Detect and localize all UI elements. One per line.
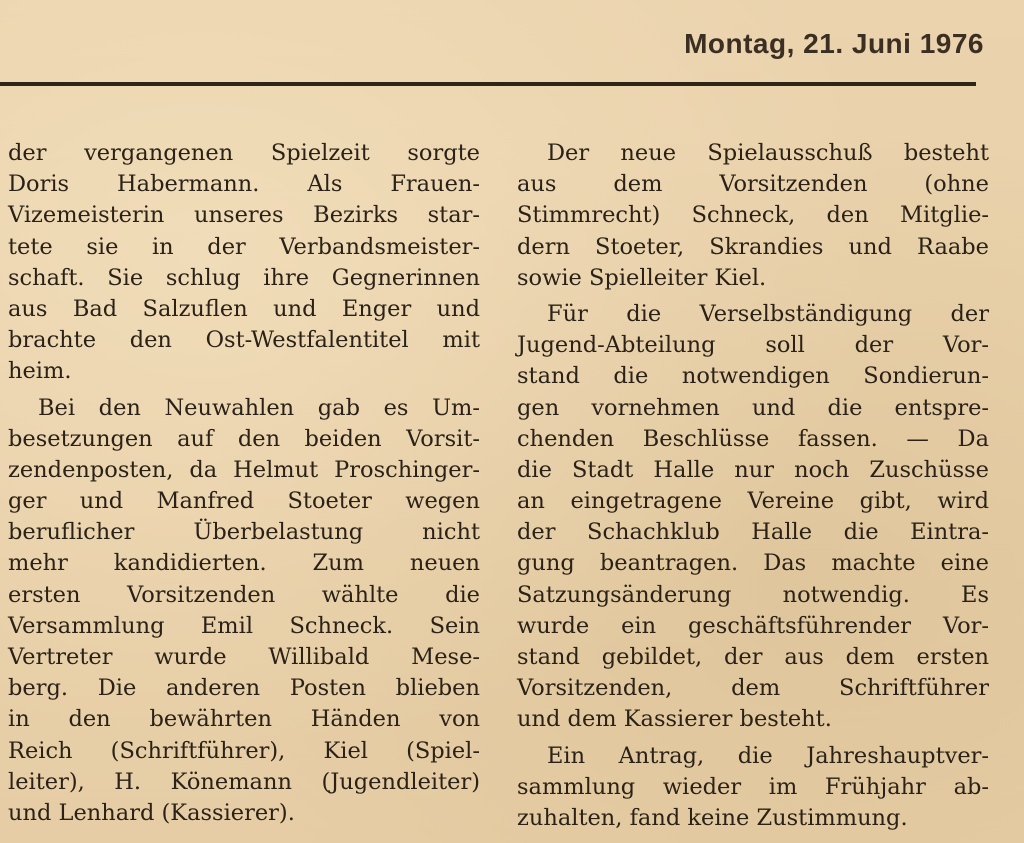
text-line: stand die notwendigen Sondierun- [517, 363, 989, 390]
text-line: Für die Verselbständigung der [547, 300, 989, 327]
text-line: ger und Manfred Stoeter wegen [8, 488, 480, 515]
text-line: ersten Vorsitzenden wählte die [8, 581, 480, 608]
article-paragraph [517, 299, 989, 736]
article-column-left [8, 138, 480, 834]
text-line: in den bewährten Händen von [8, 706, 480, 733]
text-line: beruflicher Überbelastung nicht [8, 519, 480, 546]
header-rule [0, 82, 976, 86]
text-line: der Schachklub Halle die Eintra- [517, 519, 989, 546]
text-line: Versammlung Emil Schneck. Sein [8, 612, 480, 639]
issue-date: Montag, 21. Juni 1976 [684, 28, 984, 59]
text-line: und dem Kassierer besteht. [517, 706, 832, 733]
text-line: mehr kandidierten. Zum neuen [8, 550, 480, 577]
text-line: und Lenhard (Kassierer). [8, 799, 295, 826]
text-line: dern Stoeter, Skrandies und Raabe [517, 233, 989, 260]
text-line: sowie Spielleiter Kiel. [517, 264, 767, 291]
text-line: Der neue Spielausschuß besteht [547, 140, 989, 166]
text-line: leiter), H. Könemann (Jugendleiter) [8, 768, 480, 795]
text-line: Satzungsänderung notwendig. Es [517, 581, 989, 608]
text-line: besetzungen auf den beiden Vorsit- [8, 425, 480, 452]
text-line: an eingetragene Vereine gibt, wird [517, 488, 989, 515]
text-line: der vergangenen Spielzeit sorgte [8, 140, 480, 166]
text-line: die Stadt Halle nur noch Zuschüsse [517, 456, 989, 483]
text-line: gung beantragen. Das machte eine [517, 550, 989, 577]
text-line: berg. Die anderen Posten blieben [8, 675, 480, 702]
article-paragraph [517, 741, 989, 835]
text-line: wurde ein geschäftsführender Vor- [517, 612, 989, 639]
text-line: zuhalten, fand keine Zustimmung. [517, 804, 908, 831]
text-line: Stimmrecht) Schneck, den Mitglie- [517, 202, 989, 229]
text-line: chenden Beschlüsse fassen. — Da [517, 425, 989, 452]
text-line: Bei den Neuwahlen gab es Um- [38, 394, 480, 421]
text-line: aus Bad Salzuflen und Enger und [8, 295, 480, 322]
article-paragraph [517, 138, 989, 294]
article-paragraph [8, 138, 480, 388]
text-line: Jugend-Abteilung soll der Vor- [517, 332, 989, 359]
text-line: Reich (Schriftführer), Kiel (Spiel- [8, 737, 480, 764]
text-line: aus dem Vorsitzenden (ohne [517, 171, 989, 198]
text-line: Vertreter wurde Willibald Mese- [8, 644, 480, 670]
text-line: stand gebildet, der aus dem ersten [517, 644, 989, 670]
text-line: Vorsitzenden, dem Schriftführer [517, 675, 989, 702]
text-line: Vizemeisterin unseres Bezirks star- [8, 202, 480, 229]
text-line: sammlung wieder im Frühjahr ab- [517, 773, 989, 800]
article-column-right [517, 138, 989, 839]
text-line: heim. [8, 358, 72, 385]
text-line: schaft. Sie schlug ihre Gegnerinnen [8, 264, 480, 291]
text-line: gen vornehmen und die entspre- [517, 394, 989, 421]
text-line: zendenposten, da Helmut Proschinger- [8, 456, 480, 483]
article-paragraph [8, 393, 480, 830]
text-line: Doris Habermann. Als Frauen- [8, 171, 480, 198]
text-line: brachte den Ost-Westfalentitel mit [8, 327, 480, 354]
text-line: tete sie in der Verbandsmeister- [8, 233, 480, 260]
text-line: Ein Antrag, die Jahreshauptver- [547, 742, 989, 769]
